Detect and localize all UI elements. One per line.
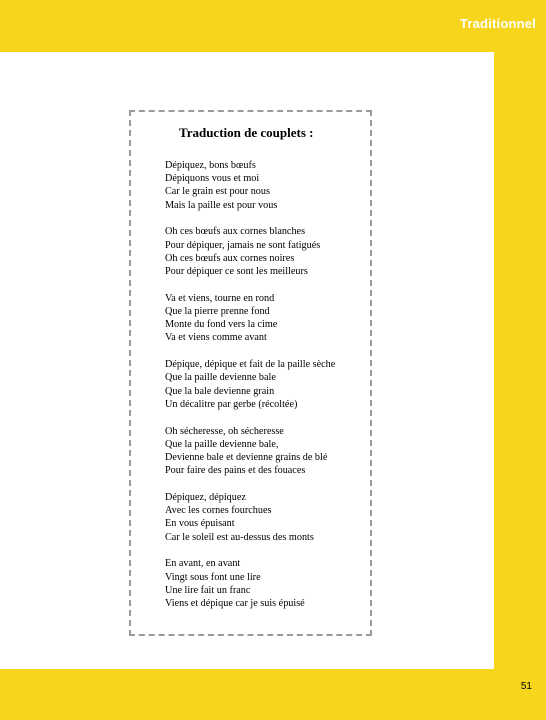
verse-line: Une lire fait un franc [165, 584, 251, 596]
stanza [165, 425, 366, 478]
verse-line: Va et viens, tourne en rond [165, 292, 275, 304]
verse-line: Va et viens comme avant [165, 332, 267, 344]
box-title: Traduction de couplets : [179, 125, 314, 140]
verse-line: Dépiquez, dépiquez [165, 492, 246, 504]
stanza [165, 292, 366, 345]
verse-line: Avec les cornes fourchues [165, 505, 272, 517]
stanza [165, 225, 366, 278]
verse-line: Dépiquons vous et moi [165, 173, 260, 185]
verse-line: En avant, en avant [165, 558, 241, 570]
verse-line: Monte du fond vers la cime [165, 319, 278, 331]
translation-box [129, 110, 372, 636]
verse-line: Dépique, dépique et fait de la paille sèche [165, 359, 336, 371]
stanza-list [165, 159, 366, 624]
verse-line: Que la bale devienne grain [165, 385, 275, 397]
verse-line: Vingt sous font une lire [165, 571, 261, 583]
header-title: Traditionnel [459, 16, 536, 31]
verse-line: Que la pierre prenne fond [165, 306, 270, 318]
verse-line: Pour dépiquer, jamais ne sont fatigués [165, 239, 321, 251]
verse-line: Pour faire des pains et des fouaces [165, 465, 306, 477]
verse-line: Oh ces bœufs aux cornes noires [165, 252, 295, 264]
verse-line: Devienne bale et devienne grains de blé [165, 452, 328, 464]
verse-line: Que la paille devienne bale, [165, 438, 279, 450]
stanza [165, 557, 366, 610]
verse-line: Dépiquez, bons bœufs [165, 160, 256, 171]
verse-line: Car le soleil est au-dessus des monts [165, 531, 314, 543]
verse-line: Viens et dépique car je suis épuisé [165, 598, 305, 610]
verse-line: En vous épuisant [165, 518, 235, 530]
verse-line: Pour dépiquer ce sont les meilleurs [165, 266, 308, 278]
verse-line: Que la paille devienne bale [165, 372, 276, 384]
verse-line: Oh sécheresse, oh sécheresse [165, 425, 284, 437]
stanza [165, 159, 366, 212]
stanza [165, 491, 366, 544]
verse-line: Un décalitre par gerbe (récoltée) [165, 398, 298, 410]
verse-line: Car le grain est pour nous [165, 186, 270, 198]
stanza [165, 358, 366, 411]
page-number: 51 [520, 681, 532, 692]
verse-line: Oh ces bœufs aux cornes blanches [165, 226, 306, 238]
verse-line: Mais la paille est pour vous [165, 199, 278, 211]
